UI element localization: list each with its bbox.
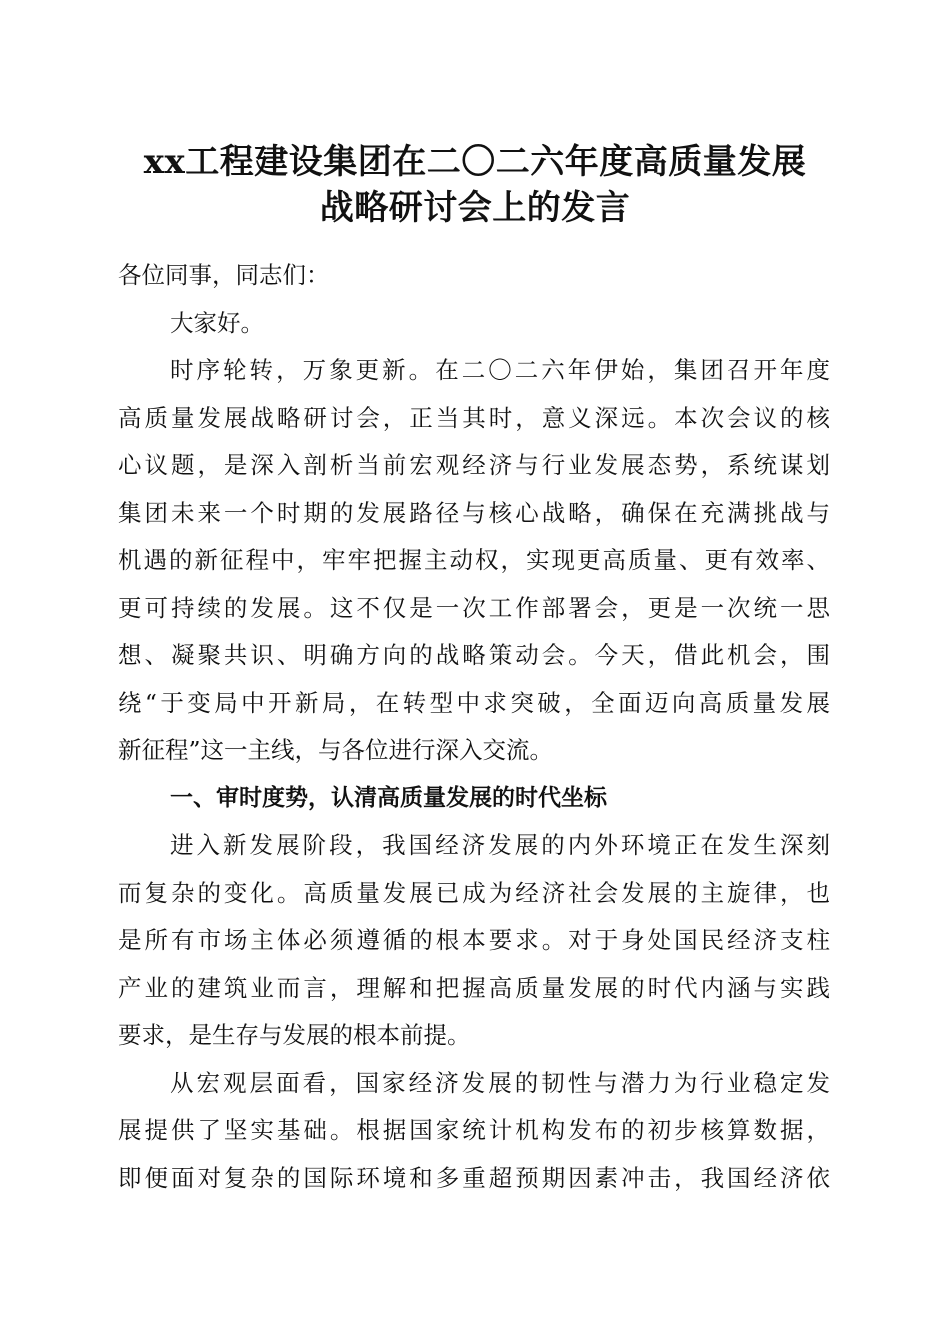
paragraph-line: 新征程”这一主线，与各位进行深入交流。 — [118, 736, 554, 764]
paragraph-line: 而复杂的变化。高质量发展已成为经济社会发展的主旋律，也 — [118, 878, 830, 907]
document-title-line-2: 战略研讨会上的发言 — [319, 188, 631, 228]
paragraph-line: 进入新发展阶段，我国经济发展的内外环境正在发生深刻 — [170, 831, 830, 859]
paragraph-line: 集团未来一个时期的发展路径与核心战略，确保在充满挑战与 — [118, 498, 830, 527]
section-heading: 一、审时度势，认清高质量发展的时代坐标 — [170, 784, 607, 811]
paragraph-line: 要求，是生存与发展的根本前提。 — [118, 1021, 471, 1049]
paragraph-line: 更可持续的发展。这不仅是一次工作部署会，更是一次统一思 — [118, 593, 830, 622]
paragraph-line: 机遇的新征程中，牢牢把握主动权，实现更高质量、更有效率、 — [118, 546, 830, 574]
paragraph-line: 时序轮转，万象更新。在二〇二六年伊始，集团召开年度 — [170, 356, 830, 384]
paragraph-line: 高质量发展战略研讨会，正当其时，意义深远。本次会议的核 — [118, 403, 830, 432]
paragraph-line: 产业的建筑业而言，理解和把握高质量发展的时代内涵与实践 — [118, 973, 830, 1002]
salutation: 各位同事，同志们： — [118, 261, 330, 289]
greeting: 大家好。 — [170, 308, 264, 337]
paragraph-line: 心议题，是深入剖析当前宏观经济与行业发展态势，系统谋划 — [118, 451, 830, 479]
paragraph-line: 即便面对复杂的国际环境和多重超预期因素冲击，我国经济依 — [118, 1163, 830, 1192]
document-body — [118, 252, 830, 1202]
paragraph-line: 是所有市场主体必须遵循的根本要求。对于身处国民经济支柱 — [118, 926, 830, 954]
paragraph-line: 展提供了坚实基础。根据国家统计机构发布的初步核算数据， — [118, 1116, 830, 1144]
paragraph-line: 从宏观层面看，国家经济发展的韧性与潜力为行业稳定发 — [170, 1068, 830, 1097]
paragraph-line: 绕“于变局中开新局，在转型中求突破，全面迈向高质量发展 — [118, 688, 830, 717]
paragraph-line: 想、凝聚共识、明确方向的战略策动会。今天，借此机会，围 — [118, 641, 830, 669]
document-title-line-1: xx工程建设集团在二〇二六年度高质量发展 — [143, 142, 807, 182]
